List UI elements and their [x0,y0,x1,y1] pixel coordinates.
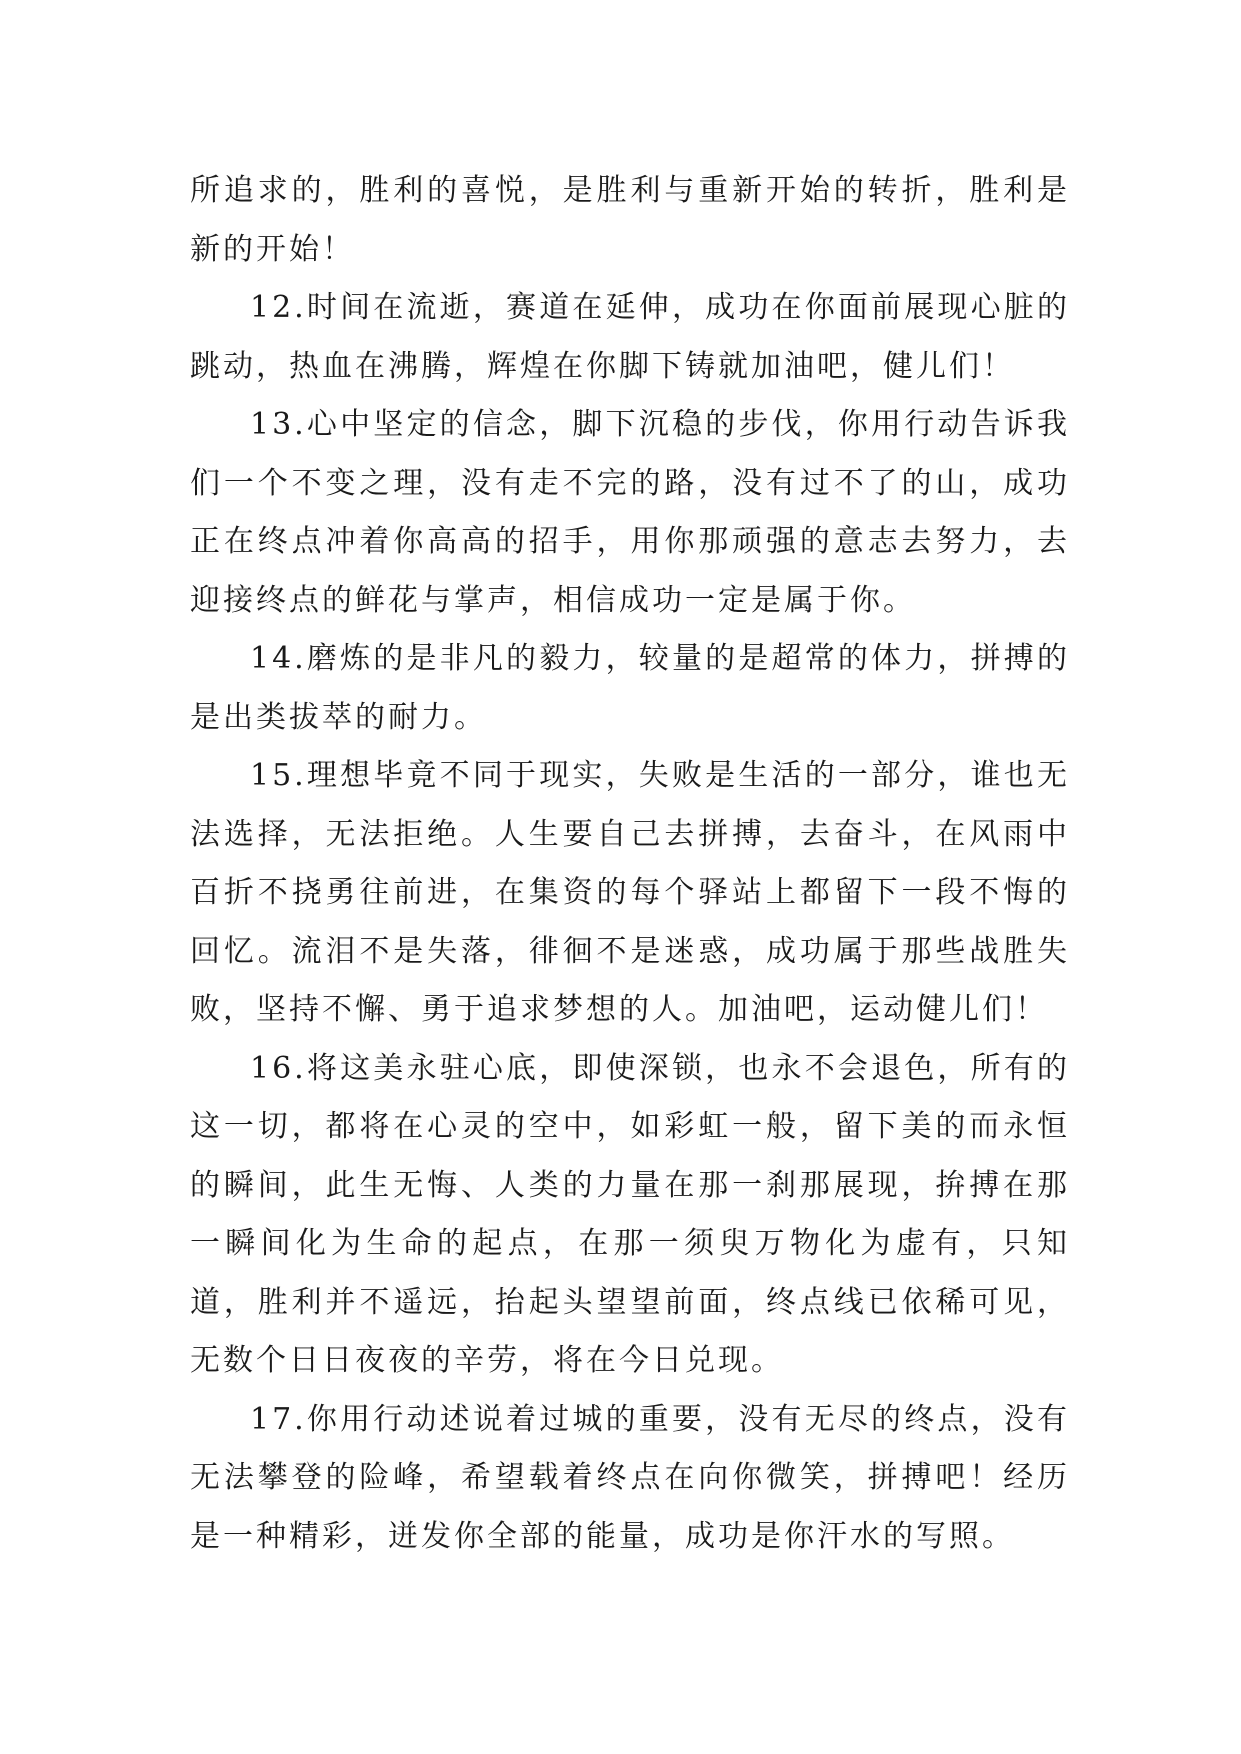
document-body [190,162,1070,1566]
paragraph-14: 14.磨炼的是非凡的毅力，较量的是超常的体力，拼搏的是出类拔萃的耐力。 [190,641,1070,735]
paragraph-17: 17.你用行动述说着过城的重要，没有无尽的终点，没有无法攀登的险峰，希望载着终点在向你微笑，拼搏吧！经历是一种精彩，迸发你全部的能量，成功是你汗水的写照。 [190,1401,1070,1554]
paragraph-13: 13.心中坚定的信念，脚下沉稳的步伐，你用行动告诉我们一个不变之理，没有走不完的路，没有过不了的山，成功正在终点冲着你高高的招手，用你那顽强的意志去努力，去迎接终点的鲜花与掌声，相信成功一定是属于你。 [190,407,1070,618]
paragraph-11-continued: 所追求的，胜利的喜悦，是胜利与重新开始的转折，胜利是新的开始！ [190,173,1070,267]
paragraph-12: 12.时间在流逝，赛道在延伸，成功在你面前展现心脏的跳动，热血在沸腾，辉煌在你脚下铸就加油吧，健儿们！ [190,290,1070,384]
paragraph-15: 15.理想毕竟不同于现实，失败是生活的一部分，谁也无法选择，无法拒绝。人生要自己去拼搏，去奋斗，在风雨中百折不挠勇往前进，在集资的每个驿站上都留下一段不悔的回忆。流泪不是失落，徘徊不是迷惑，成功属于那些战胜失败，坚持不懈、勇于追求梦想的人。加油吧，运动健儿们！ [190,758,1070,1027]
paragraph-16: 16.将这美永驻心底，即使深锁，也永不会退色，所有的这一切，都将在心灵的空中，如彩虹一般，留下美的而永恒的瞬间，此生无悔、人类的力量在那一刹那展现，拚搏在那一瞬间化为生命的起点，在那一须臾万物化为虚有，只知道，胜利并不遥远，抬起头望望前面，终点线已依稀可见，无数个日日夜夜的辛劳，将在今日兑现。 [190,1050,1070,1378]
